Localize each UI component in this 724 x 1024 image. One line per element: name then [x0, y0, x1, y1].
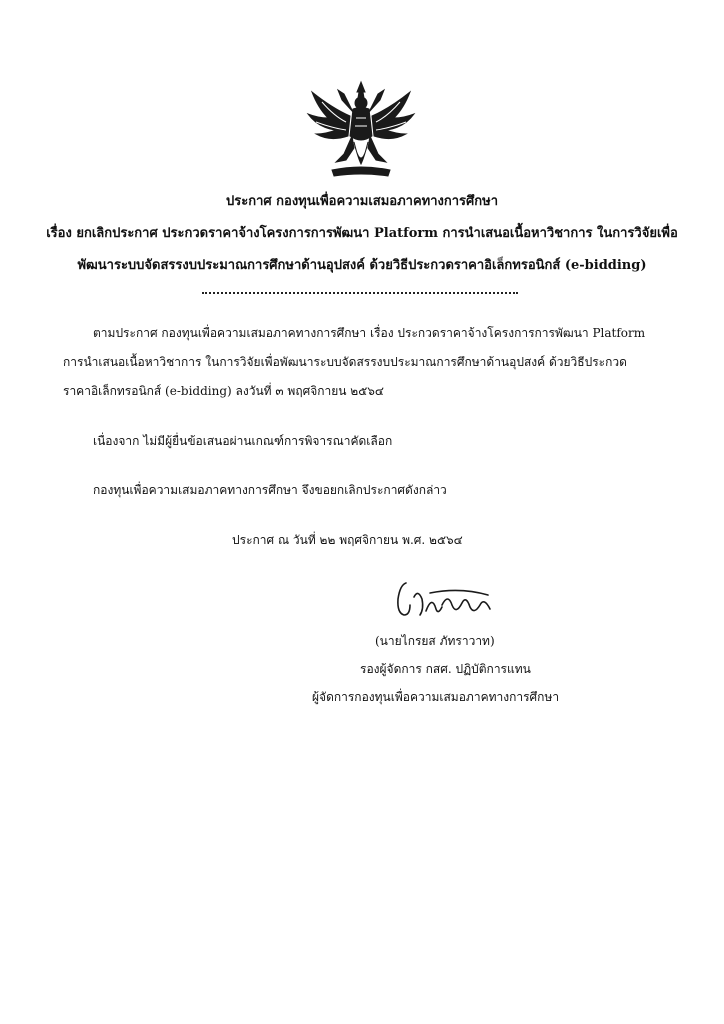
- paragraph-3: กองทุนเพื่อความเสมอภาคทางการศึกษา จึงขอยกเลิกประกาศดังกล่าว: [93, 483, 447, 497]
- announcement-title: ประกาศ กองทุนเพื่อความเสมอภาคทางการศึกษา: [225, 194, 499, 209]
- paragraph-1-line-3: ราคาอิเล็กทรอนิกส์ (e-bidding) ลงวันที่ ๓ พฤศจิกายน ๒๕๖๔: [63, 384, 384, 398]
- signatory-position-1: รองผู้จัดการ กสศ. ปฏิบัติการแทน: [360, 662, 531, 676]
- signatory-position-2: ผู้จัดการกองทุนเพื่อความเสมอภาคทางการศึกษา: [312, 690, 560, 704]
- subject-line-1: เรื่อง ยกเลิกประกาศ ประกวดราคาจ้างโครงการการพัฒนา Platform การนำเสนอเนื้อหาวิชาการ ในการวิจัยเพื่อ: [46, 226, 678, 241]
- handwritten-signature: [370, 575, 530, 627]
- paragraph-2: เนื่องจาก ไม่มีผู้ยื่นข้อเสนอผ่านเกณฑ์การพิจารณาคัดเลือก: [93, 434, 393, 448]
- dotted-divider: [202, 292, 518, 294]
- garuda-emblem-icon: [302, 78, 420, 186]
- paragraph-1-line-2: การนำเสนอเนื้อหาวิชาการ ในการวิจัยเพื่อพัฒนาระบบจัดสรรงบประมาณการศึกษาด้านอุปสงค์ ด้วยวิธีประกวด: [63, 355, 627, 369]
- subject-line-2: พัฒนาระบบจัดสรรงบประมาณการศึกษาด้านอุปสงค์ ด้วยวิธีประกวดราคาอิเล็กทรอนิกส์ (e-bidding): [77, 258, 647, 273]
- signatory-name: (นายไกรยส ภัทราวาท): [375, 634, 495, 648]
- announcement-date: ประกาศ ณ วันที่ ๒๒ พฤศจิกายน พ.ศ. ๒๕๖๔: [232, 533, 463, 547]
- paragraph-1-line-1: ตามประกาศ กองทุนเพื่อความเสมอภาคทางการศึกษา เรื่อง ประกวดราคาจ้างโครงการการพัฒนา Platform: [93, 326, 646, 340]
